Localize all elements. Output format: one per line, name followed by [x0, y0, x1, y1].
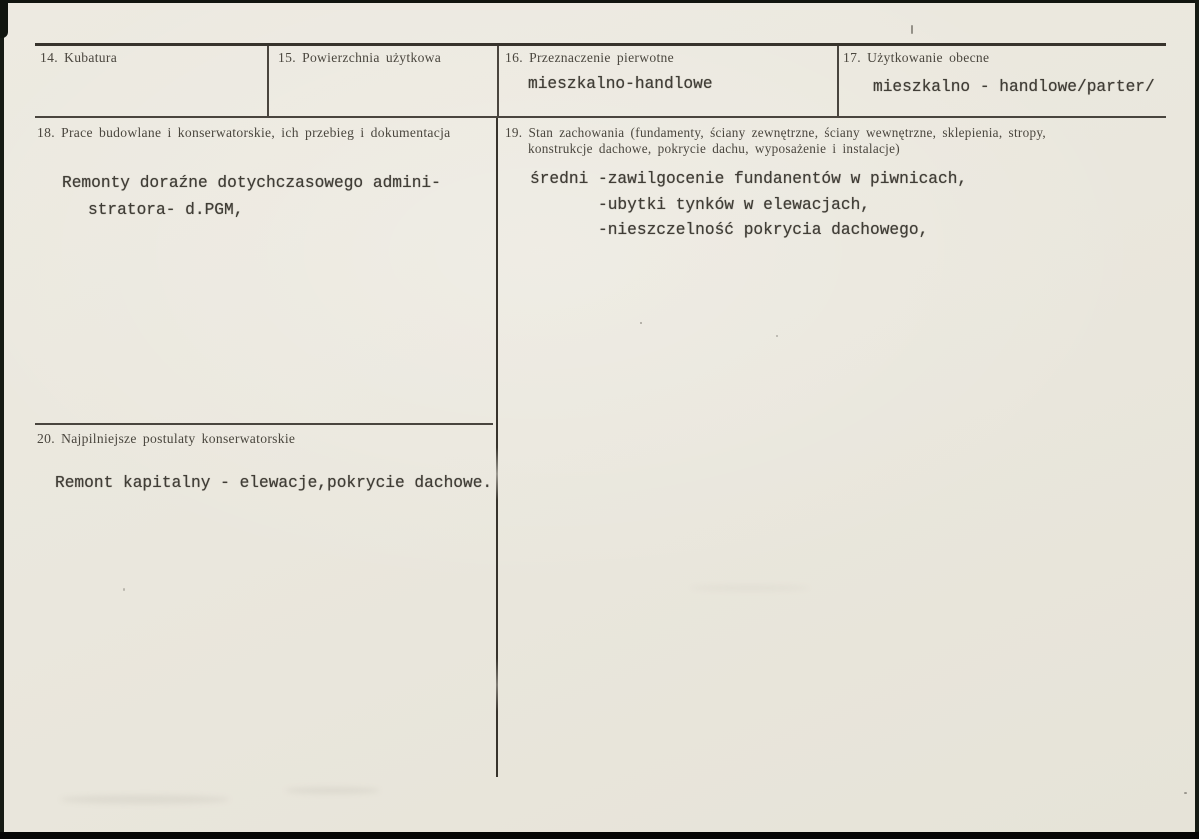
scan-corner-top-left: [0, 0, 8, 38]
field-15-label: 15. Powierzchnia użytkowa: [278, 50, 442, 65]
rule-top: [35, 43, 1166, 46]
field-18-label: 18. Prace budowlane i konserwatorskie, ich przebieg i dokumentacja: [37, 125, 451, 140]
scan-smudge: [690, 585, 810, 591]
scan-edge-right: [1195, 0, 1199, 839]
field-17-label: 17. Użytkowanie obecne: [843, 50, 990, 65]
divider-18-19: [496, 118, 498, 777]
field-20-value: Remont kapitalny - elewacje,pokrycie dachowe.: [55, 474, 493, 492]
divider-16-17: [837, 46, 839, 116]
field-16-label: 16. Przeznaczenie pierwotne: [505, 50, 674, 65]
scan-edge-bottom: [0, 832, 1199, 839]
field-20-label: 20. Najpilniejsze postulaty konserwatorskie: [37, 431, 296, 446]
scan-edge-top: [0, 0, 1199, 3]
field-19-value-line1: średni -zawilgocenie fundanentów w piwnicach,: [530, 170, 968, 188]
stray-mark: [911, 25, 913, 34]
field-19-label-line2: konstrukcje dachowe, pokrycie dachu, wyposażenie i instalacje): [528, 141, 900, 156]
scan-edge-left: [0, 0, 4, 839]
field-17-value: mieszkalno - handlowe/parter/: [873, 78, 1155, 96]
divider-14-15: [267, 46, 269, 116]
divider-15-16: [497, 46, 499, 116]
field-19-value-line3: -nieszczelność pokrycia dachowego,: [598, 221, 929, 239]
stray-speck: [776, 335, 778, 337]
field-18-value-line2: stratora- d.PGM,: [88, 201, 244, 219]
scan-smudge: [285, 787, 380, 794]
field-19-label-line1: 19. Stan zachowania (fundamenty, ściany zewnętrzne, ściany wewnętrzne, sklepienia, stropy,: [505, 125, 1047, 140]
field-19-value-line2: -ubytki tynków w elewacjach,: [598, 196, 870, 214]
stray-speck: [123, 588, 125, 591]
field-14-label: 14. Kubatura: [40, 50, 118, 65]
rule-row1-bottom: [35, 116, 1166, 118]
scan-smudge: [60, 795, 230, 804]
rule-above-20: [35, 423, 493, 425]
stray-speck: [640, 322, 642, 324]
field-16-value: mieszkalno-handlowe: [528, 75, 713, 93]
stray-speck: [1184, 792, 1187, 794]
field-18-value-line1: Remonty doraźne dotychczasowego admini-: [62, 174, 441, 192]
